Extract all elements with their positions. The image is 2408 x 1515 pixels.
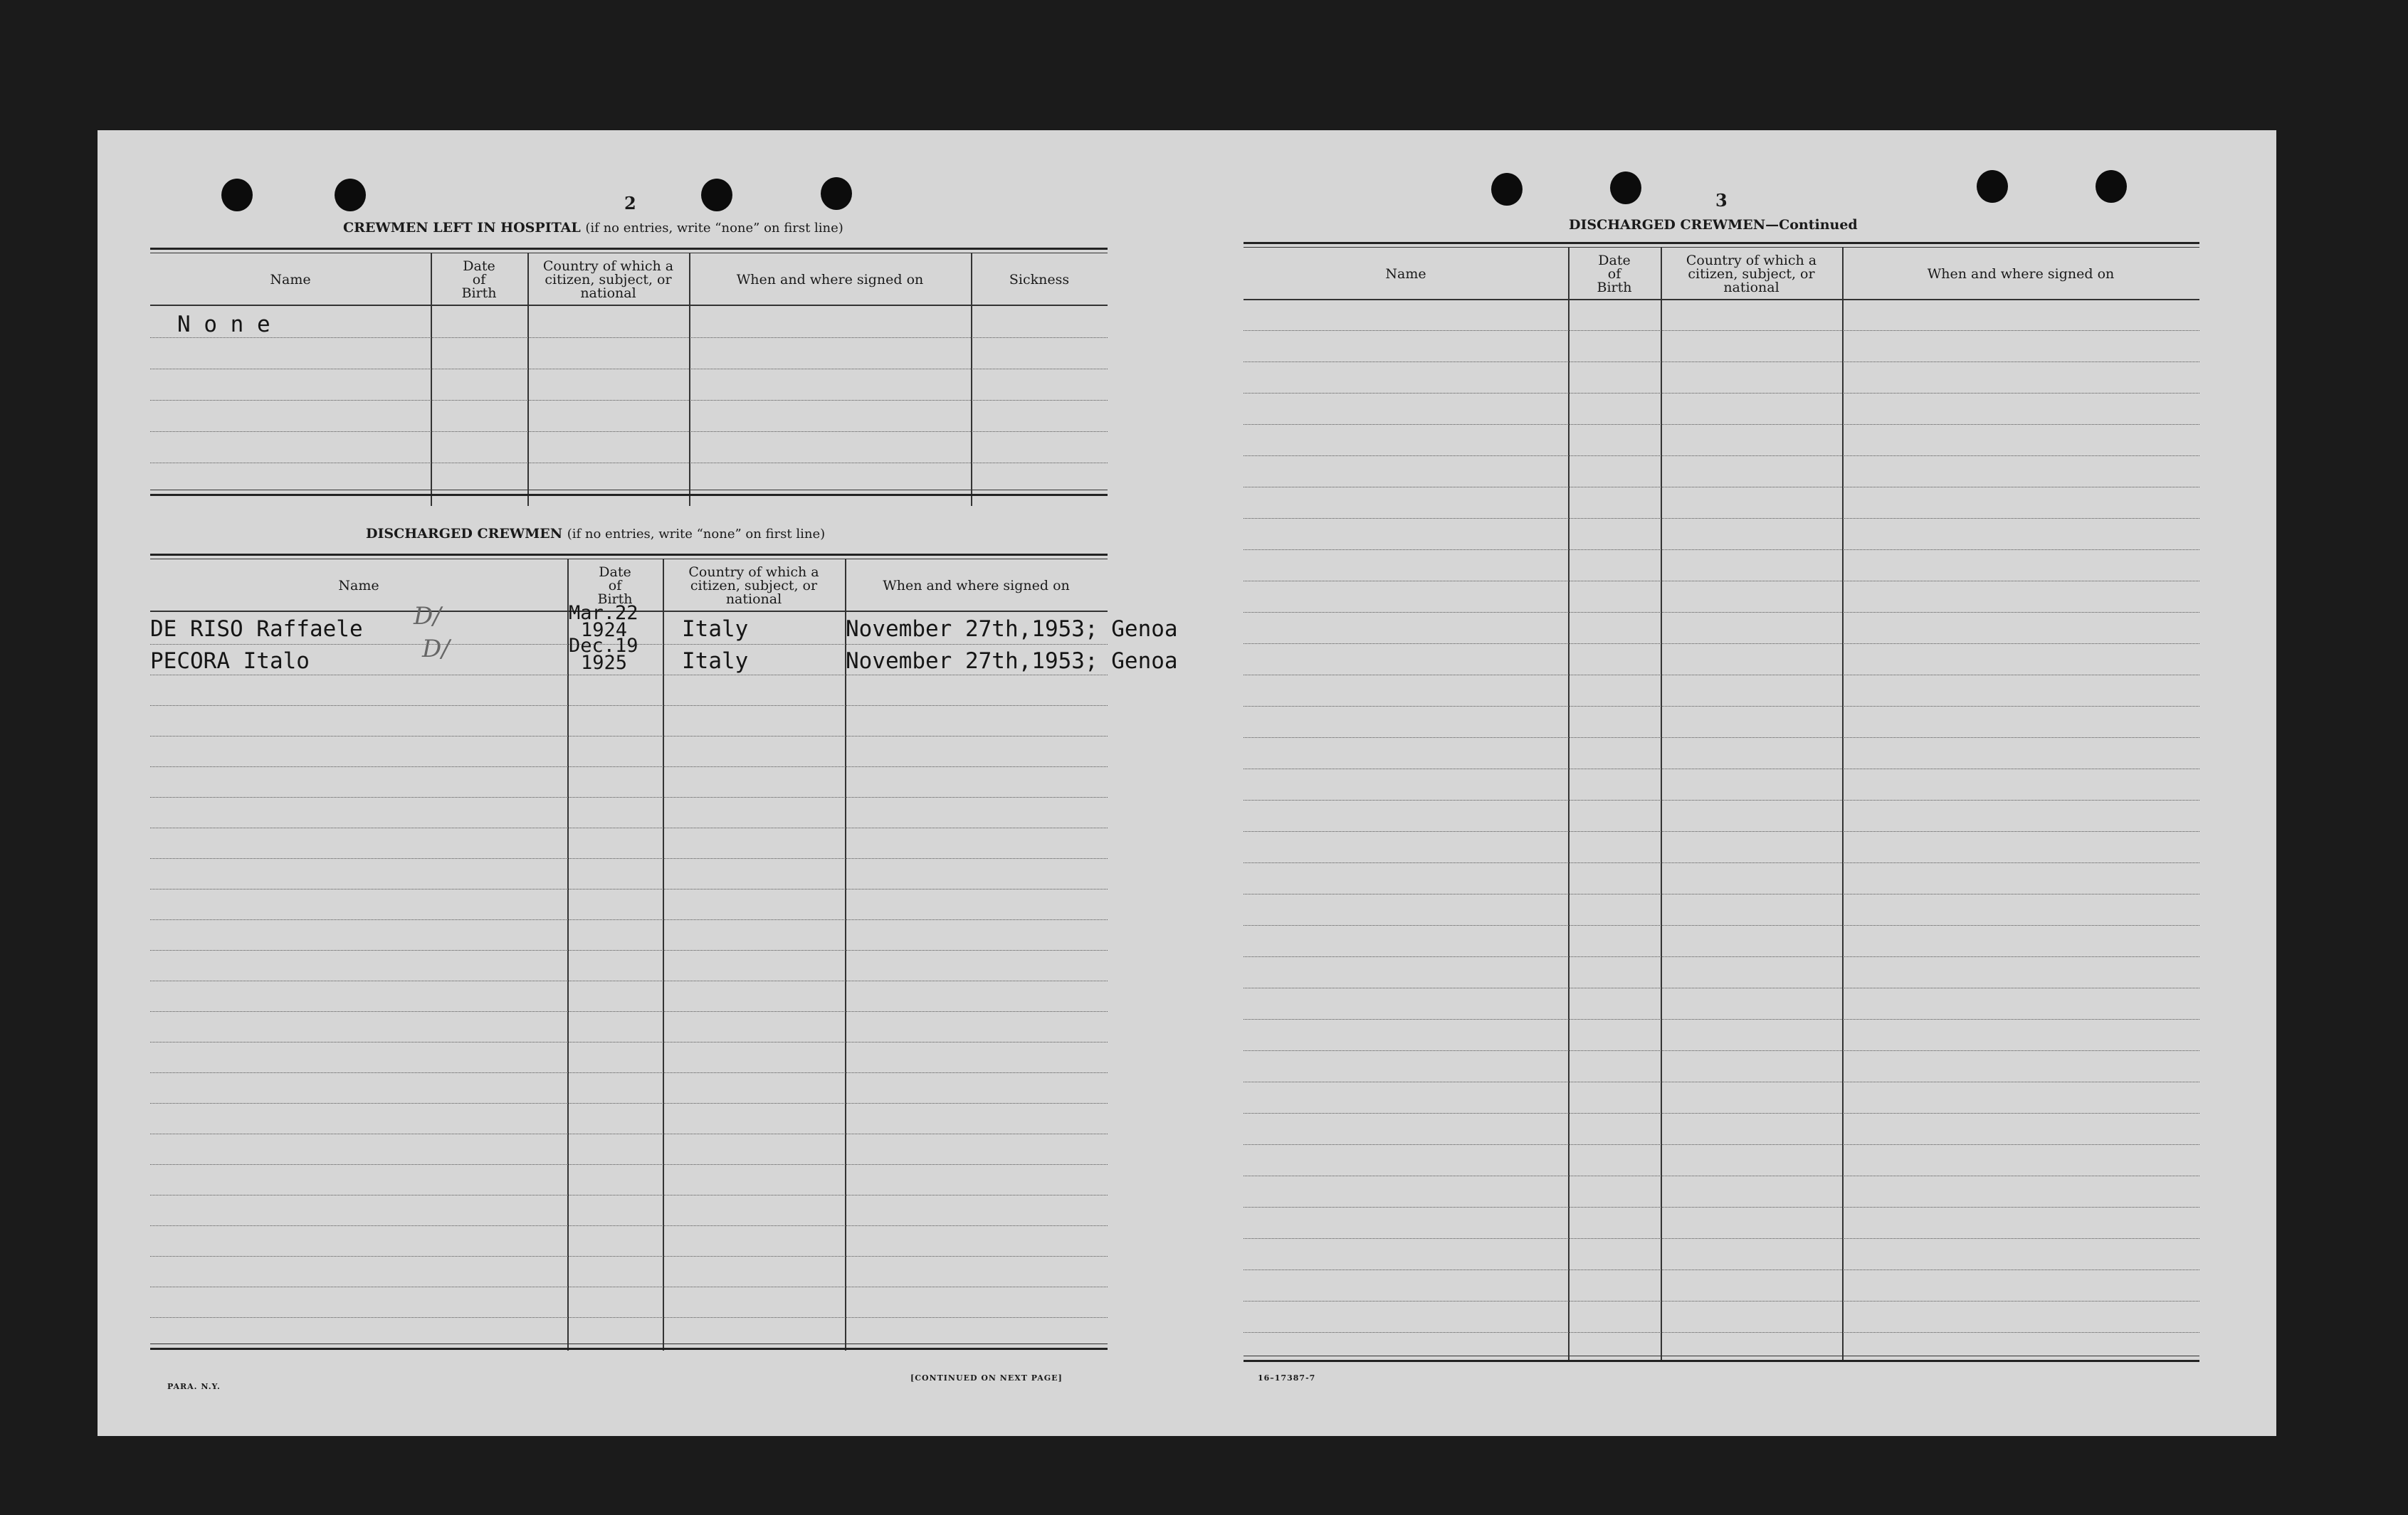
footer-continued: [CONTINUED ON NEXT PAGE] [910, 1373, 1063, 1383]
hospital-section-title [343, 220, 843, 236]
discharged-col-name: Name [338, 577, 379, 593]
continued-col-dob: Date of Birth [1597, 252, 1632, 295]
hospital-col-name: Name [270, 271, 311, 287]
punch-hole [335, 179, 366, 211]
continued-col-signed-on: When and where signed on [1927, 265, 2115, 282]
hospital-table [150, 248, 1108, 504]
punch-hole [701, 179, 732, 211]
discharged-row-2-signed-on: November 27th,1953; Genoa [846, 648, 1178, 674]
punch-hole [1977, 170, 2008, 203]
hospital-title-text: CREWMEN LEFT IN HOSPITAL [343, 220, 581, 236]
discharged-row-2-date-1: Dec.19 [569, 635, 638, 657]
hospital-col-signed-on: When and where signed on [736, 271, 924, 287]
punch-hole [2096, 170, 2127, 203]
hospital-col-country: Country of which a citizen, subject, or national [542, 258, 674, 301]
discharged-row-1-mark: D/ [414, 602, 441, 630]
discharged-col-signed-on: When and where signed on [883, 577, 1070, 593]
discharged-row-1-date-1: Mar.22 [569, 602, 638, 624]
discharged-row-1-name: DE RISO Raffaele [150, 616, 363, 642]
discharged-row-1-country: Italy [682, 616, 749, 642]
hospital-col-sickness: Sickness [1009, 271, 1070, 287]
discharged-row-1-date-2: 1924 [581, 619, 628, 641]
punch-hole [221, 179, 253, 211]
discharged-section-title [366, 526, 825, 542]
punch-hole [1491, 173, 1523, 206]
discharged-title-text: DISCHARGED CREWMEN [366, 526, 563, 542]
discharged-col-dob: Date of Birth [597, 564, 633, 607]
hospital-col-dob: Date of Birth [461, 258, 497, 301]
discharged-row-2-country: Italy [682, 648, 749, 674]
hospital-entry-none: N o n e [177, 312, 270, 337]
document-sheet [98, 130, 2276, 1436]
discharged-row-2-mark: D/ [422, 635, 450, 663]
page-number-right: 3 [1715, 190, 1728, 211]
discharged-row-2-name: PECORA Italo [150, 648, 310, 674]
footer-form-number: 16–17387-7 [1258, 1373, 1316, 1383]
continued-col-name: Name [1385, 265, 1426, 282]
discharged-col-country: Country of which a citizen, subject, or national [688, 564, 819, 607]
discharged-instruction: (if no entries, write “none” on first line) [567, 527, 826, 542]
discharged-row-1-signed-on: November 27th,1953; Genoa [846, 616, 1178, 642]
continued-col-country: Country of which a citizen, subject, or national [1686, 252, 1817, 295]
footer-printer-left: PARA. N.Y. [167, 1382, 221, 1391]
discharged-row-2-date-2: 1925 [581, 652, 628, 674]
page-number-left: 2 [624, 193, 636, 213]
hospital-instruction: (if no entries, write “none” on first line) [585, 221, 843, 236]
punch-hole [821, 177, 852, 210]
punch-hole [1610, 171, 1641, 204]
discharged-continued-title: DISCHARGED CREWMEN—Continued [1569, 217, 1858, 233]
discharged-continued-table [1244, 242, 2199, 1363]
discharged-table [150, 554, 1178, 1354]
